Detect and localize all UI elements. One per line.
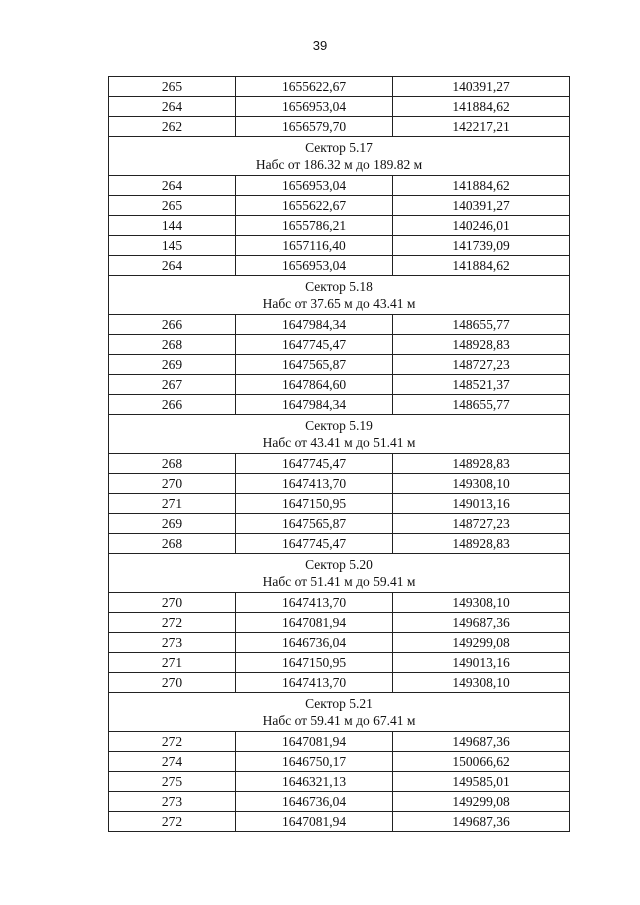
sector-header-cell — [109, 415, 570, 454]
x-coordinate-cell: 1647745,47 — [236, 534, 393, 554]
y-coordinate-cell: 149687,36 — [393, 812, 570, 832]
table-row — [109, 375, 570, 395]
x-coordinate-cell: 1656953,04 — [236, 176, 393, 196]
table-row — [109, 613, 570, 633]
coordinates-table-body — [109, 77, 570, 832]
point-number-cell: 269 — [109, 355, 236, 375]
y-coordinate-cell: 149013,16 — [393, 653, 570, 673]
point-number-cell: 270 — [109, 593, 236, 613]
sector-height-range: Набс от 59.41 м до 67.41 м — [262, 713, 416, 728]
point-number-cell: 264 — [109, 176, 236, 196]
table-row — [109, 633, 570, 653]
y-coordinate-cell: 142217,21 — [393, 117, 570, 137]
table-row — [109, 256, 570, 276]
point-number-cell: 269 — [109, 514, 236, 534]
sector-title: Сектор 5.17 — [305, 140, 373, 155]
sector-header-row — [109, 554, 570, 593]
y-coordinate-cell: 141884,62 — [393, 256, 570, 276]
y-coordinate-cell: 149299,08 — [393, 633, 570, 653]
x-coordinate-cell: 1647413,70 — [236, 474, 393, 494]
y-coordinate-cell: 148928,83 — [393, 454, 570, 474]
y-coordinate-cell: 141884,62 — [393, 176, 570, 196]
table-row — [109, 236, 570, 256]
table-row — [109, 176, 570, 196]
x-coordinate-cell: 1647745,47 — [236, 454, 393, 474]
table-row — [109, 117, 570, 137]
x-coordinate-cell: 1647150,95 — [236, 494, 393, 514]
table-row — [109, 474, 570, 494]
x-coordinate-cell: 1646736,04 — [236, 792, 393, 812]
x-coordinate-cell: 1646736,04 — [236, 633, 393, 653]
table-row — [109, 315, 570, 335]
y-coordinate-cell: 149687,36 — [393, 613, 570, 633]
sector-header-cell — [109, 554, 570, 593]
y-coordinate-cell: 149308,10 — [393, 474, 570, 494]
x-coordinate-cell: 1647864,60 — [236, 375, 393, 395]
x-coordinate-cell: 1647081,94 — [236, 613, 393, 633]
x-coordinate-cell: 1647081,94 — [236, 812, 393, 832]
sector-header-row — [109, 137, 570, 176]
point-number-cell: 268 — [109, 335, 236, 355]
y-coordinate-cell: 149299,08 — [393, 792, 570, 812]
y-coordinate-cell: 148928,83 — [393, 335, 570, 355]
table-row — [109, 653, 570, 673]
x-coordinate-cell: 1647565,87 — [236, 514, 393, 534]
point-number-cell: 265 — [109, 196, 236, 216]
table-row — [109, 593, 570, 613]
table-row — [109, 494, 570, 514]
sector-height-range: Набс от 51.41 м до 59.41 м — [262, 574, 416, 589]
point-number-cell: 270 — [109, 673, 236, 693]
point-number-cell: 272 — [109, 812, 236, 832]
y-coordinate-cell: 141884,62 — [393, 97, 570, 117]
point-number-cell: 145 — [109, 236, 236, 256]
x-coordinate-cell: 1656579,70 — [236, 117, 393, 137]
table-row — [109, 335, 570, 355]
point-number-cell: 275 — [109, 772, 236, 792]
x-coordinate-cell: 1656953,04 — [236, 256, 393, 276]
sector-title: Сектор 5.18 — [305, 279, 373, 294]
x-coordinate-cell: 1647565,87 — [236, 355, 393, 375]
x-coordinate-cell: 1647984,34 — [236, 315, 393, 335]
point-number-cell: 272 — [109, 732, 236, 752]
point-number-cell: 274 — [109, 752, 236, 772]
y-coordinate-cell: 148655,77 — [393, 315, 570, 335]
table-row — [109, 534, 570, 554]
table-row — [109, 216, 570, 236]
table-row — [109, 772, 570, 792]
point-number-cell: 265 — [109, 77, 236, 97]
point-number-cell: 144 — [109, 216, 236, 236]
sector-height-range: Набс от 43.41 м до 51.41 м — [262, 435, 416, 450]
coordinates-table — [108, 76, 570, 832]
x-coordinate-cell: 1647413,70 — [236, 673, 393, 693]
table-row — [109, 752, 570, 772]
y-coordinate-cell: 148521,37 — [393, 375, 570, 395]
x-coordinate-cell: 1647984,34 — [236, 395, 393, 415]
x-coordinate-cell: 1655622,67 — [236, 196, 393, 216]
point-number-cell: 267 — [109, 375, 236, 395]
x-coordinate-cell: 1647150,95 — [236, 653, 393, 673]
point-number-cell: 273 — [109, 792, 236, 812]
y-coordinate-cell: 149585,01 — [393, 772, 570, 792]
x-coordinate-cell: 1657116,40 — [236, 236, 393, 256]
point-number-cell: 266 — [109, 315, 236, 335]
sector-header-row — [109, 276, 570, 315]
table-row — [109, 673, 570, 693]
y-coordinate-cell: 148928,83 — [393, 534, 570, 554]
y-coordinate-cell: 148655,77 — [393, 395, 570, 415]
y-coordinate-cell: 149308,10 — [393, 673, 570, 693]
x-coordinate-cell: 1655786,21 — [236, 216, 393, 236]
table-row — [109, 792, 570, 812]
x-coordinate-cell: 1646750,17 — [236, 752, 393, 772]
y-coordinate-cell: 150066,62 — [393, 752, 570, 772]
y-coordinate-cell: 148727,23 — [393, 514, 570, 534]
y-coordinate-cell: 148727,23 — [393, 355, 570, 375]
x-coordinate-cell: 1656953,04 — [236, 97, 393, 117]
table-row — [109, 355, 570, 375]
point-number-cell: 262 — [109, 117, 236, 137]
sector-title: Сектор 5.19 — [305, 418, 373, 433]
point-number-cell: 271 — [109, 653, 236, 673]
sector-header-cell — [109, 276, 570, 315]
point-number-cell: 264 — [109, 256, 236, 276]
point-number-cell: 272 — [109, 613, 236, 633]
point-number-cell: 270 — [109, 474, 236, 494]
x-coordinate-cell: 1647413,70 — [236, 593, 393, 613]
point-number-cell: 268 — [109, 534, 236, 554]
point-number-cell: 264 — [109, 97, 236, 117]
point-number-cell: 271 — [109, 494, 236, 514]
x-coordinate-cell: 1646321,13 — [236, 772, 393, 792]
x-coordinate-cell: 1647081,94 — [236, 732, 393, 752]
sector-header-row — [109, 693, 570, 732]
sector-header-cell — [109, 137, 570, 176]
table-row — [109, 454, 570, 474]
y-coordinate-cell: 149308,10 — [393, 593, 570, 613]
point-number-cell: 266 — [109, 395, 236, 415]
page-number: 39 — [312, 38, 328, 53]
y-coordinate-cell: 140391,27 — [393, 77, 570, 97]
sector-title: Сектор 5.20 — [305, 557, 373, 572]
y-coordinate-cell: 149687,36 — [393, 732, 570, 752]
table-row — [109, 395, 570, 415]
table-row — [109, 77, 570, 97]
sector-header-row — [109, 415, 570, 454]
point-number-cell: 268 — [109, 454, 236, 474]
y-coordinate-cell: 141739,09 — [393, 236, 570, 256]
table-row — [109, 196, 570, 216]
y-coordinate-cell: 149013,16 — [393, 494, 570, 514]
table-row — [109, 97, 570, 117]
sector-height-range: Набс от 186.32 м до 189.82 м — [255, 157, 423, 172]
y-coordinate-cell: 140246,01 — [393, 216, 570, 236]
table-row — [109, 812, 570, 832]
sector-header-cell — [109, 693, 570, 732]
point-number-cell: 273 — [109, 633, 236, 653]
y-coordinate-cell: 140391,27 — [393, 196, 570, 216]
table-row — [109, 514, 570, 534]
table-row — [109, 732, 570, 752]
sector-title: Сектор 5.21 — [305, 696, 373, 711]
x-coordinate-cell: 1655622,67 — [236, 77, 393, 97]
sector-height-range: Набс от 37.65 м до 43.41 м — [262, 296, 416, 311]
x-coordinate-cell: 1647745,47 — [236, 335, 393, 355]
